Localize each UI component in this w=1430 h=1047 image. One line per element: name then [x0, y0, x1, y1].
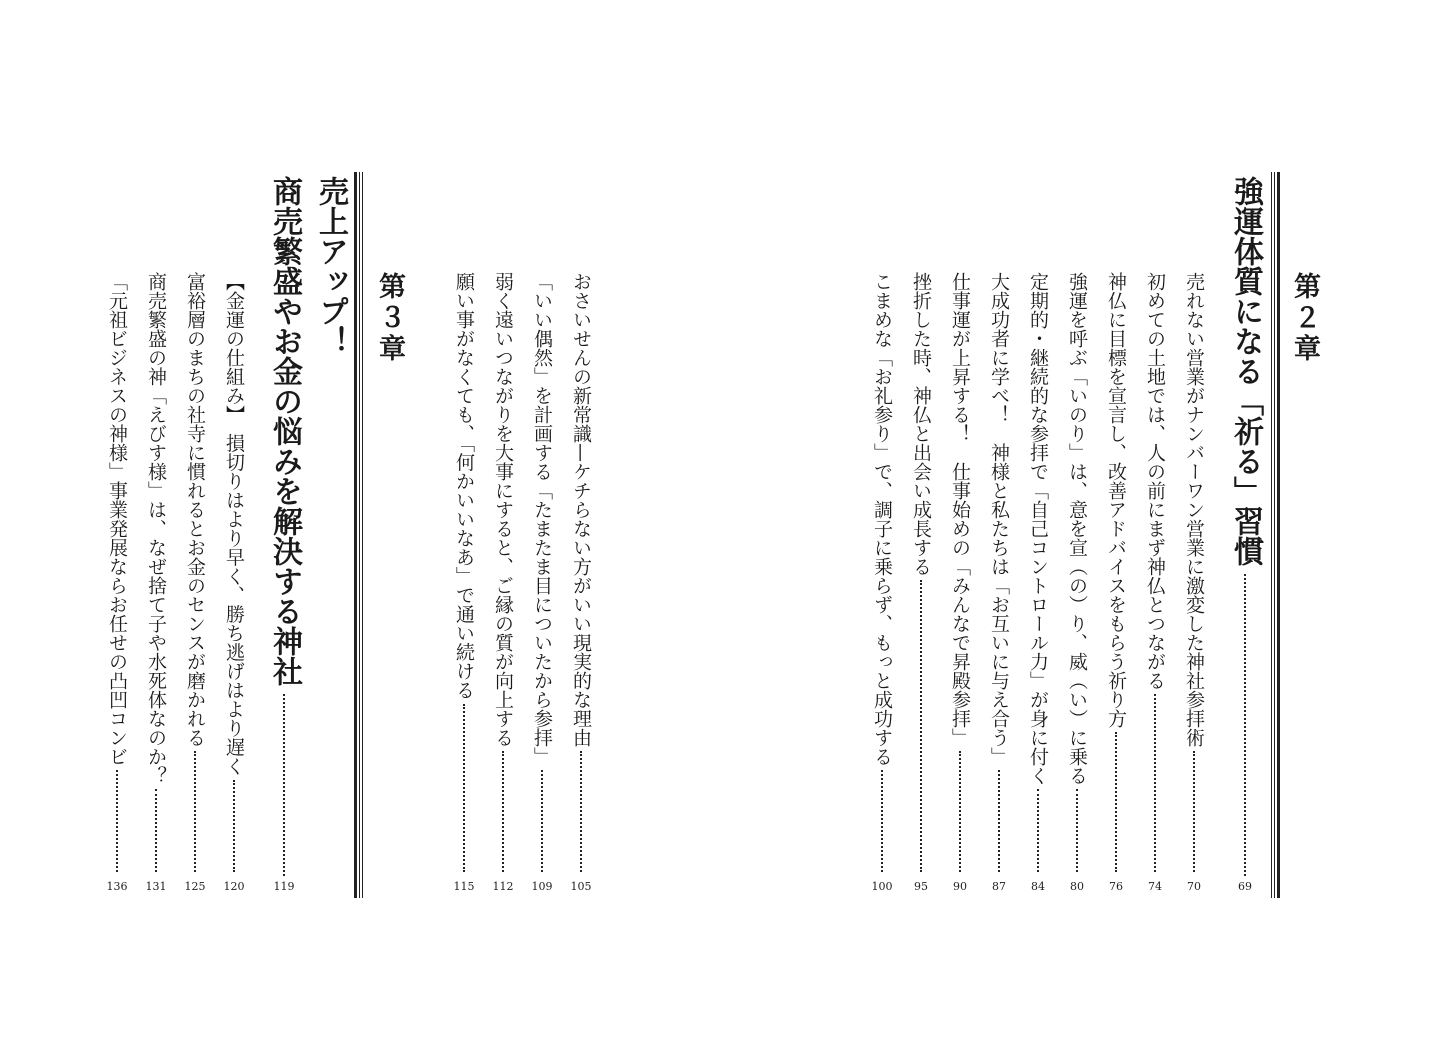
chapter-divider-rule [354, 172, 366, 898]
toc-entry[interactable] [906, 272, 936, 872]
toc-entry[interactable] [566, 272, 596, 872]
toc-entry-title: 挫折した時、神仏と出会い成長する [910, 272, 932, 576]
toc-entry-title: 売れない営業がナンバーワン営業に激変した神社参拝術 [1183, 272, 1205, 747]
leader-dots [1115, 732, 1117, 872]
leader-dots [463, 704, 465, 873]
leader-dots [998, 770, 1000, 872]
toc-entry-page: 125 [184, 880, 206, 893]
chapter-title-line1: 売上アップ！ [313, 176, 348, 356]
chapter-title[interactable] [1225, 176, 1265, 876]
toc-entry-title: おさいせんの新常識—ケチらない方がいい現実的な理由 [570, 272, 592, 747]
toc-entry-title: 定期的・継続的な参拝で「自己コントロール力」が身に付く [1027, 272, 1049, 785]
toc-entry[interactable] [102, 272, 132, 872]
toc-entry-title: 願い事がなくても、「何かいいなあ」で通い続ける [453, 272, 475, 700]
toc-entry-page: 80 [1070, 880, 1084, 893]
toc-entry-title: 強運を呼ぶ「いのり」は、意を宣（の）り、威（い）に乗る [1066, 272, 1088, 785]
toc-entry[interactable] [867, 272, 897, 872]
toc-entry-page: 70 [1187, 880, 1201, 893]
toc-entry-page: 115 [453, 880, 475, 893]
toc-entry[interactable] [945, 272, 975, 872]
toc-entry-title: 富裕層のまちの社寺に慣れるとお金のセンスが磨かれる [184, 272, 206, 747]
chapter-title-page: 69 [1238, 880, 1252, 893]
toc-entry[interactable] [141, 272, 171, 872]
toc-entry-page: 131 [145, 880, 167, 893]
toc-entry-page: 136 [106, 880, 128, 893]
toc-entry-title: 大成功者に学べ！ 神様と私たちは「お互いに与え合う」 [988, 272, 1010, 766]
chapter-title-line2: 商売繁盛やお金の悩みを解決する神社 [267, 176, 302, 686]
chapter-divider-rule [1271, 172, 1283, 898]
right-page [715, 0, 1430, 1047]
toc-entry-page: 95 [914, 880, 928, 893]
toc-entry[interactable] [1140, 272, 1170, 872]
toc-entry[interactable] [1062, 272, 1092, 872]
leader-dots [116, 770, 118, 872]
toc-entry-title: 神仏に目標を宣言し、改善アドバイスをもらう祈り方 [1105, 272, 1127, 728]
toc-entry[interactable] [527, 272, 557, 872]
toc-entry-page: 109 [531, 880, 553, 893]
leader-dots [1193, 751, 1195, 872]
leader-dots [194, 751, 196, 872]
toc-entry-page: 105 [570, 880, 592, 893]
toc-entry-title: 弱く遠いつながりを大事にすると、ご縁の質が向上する [492, 272, 514, 747]
toc-entry-title: 「いい偶然」を計画する「たまたま目についたから参拝」 [531, 272, 553, 766]
leader-dots [502, 751, 504, 872]
toc-entry[interactable] [219, 272, 249, 872]
toc-entry-page: 120 [223, 880, 245, 893]
chapter-title-text: 強運体質になる「祈る」習慣 [1228, 176, 1263, 566]
toc-entry[interactable] [180, 272, 210, 872]
leader-dots [920, 580, 922, 872]
toc-entry-title: 「元祖ビジネスの神様」事業発展ならお任せの凸凹コンビ [106, 272, 128, 766]
chapter-label: 第３章 [374, 272, 405, 365]
toc-entry-title: 仕事運が上昇する！ 仕事始めの「みんなで昇殿参拝」 [949, 272, 971, 747]
leader-dots [1037, 789, 1039, 872]
toc-entry-page: 87 [992, 880, 1006, 893]
toc-entry[interactable] [1101, 272, 1131, 872]
leader-dots [155, 789, 157, 872]
leader-dots [959, 751, 961, 872]
leader-dots [541, 770, 543, 872]
toc-entry[interactable] [449, 272, 479, 872]
leader-dots [1076, 789, 1078, 872]
toc-entry-page: 112 [492, 880, 514, 893]
toc-entry-title: 初めての土地では、人の前にまず神仏とつながる [1144, 272, 1166, 690]
toc-entry[interactable] [1179, 272, 1209, 872]
leader-dots [1154, 694, 1156, 872]
chapter-label: 第２章 [1289, 272, 1320, 365]
chapter-title[interactable] [264, 176, 304, 876]
toc-entry[interactable] [488, 272, 518, 872]
toc-entry[interactable] [1023, 272, 1053, 872]
leader-dots [1244, 574, 1246, 876]
toc-entry-title: 【金運の仕組み】 損切りはより早く、勝ち逃げはより遅く [223, 272, 245, 776]
toc-entry[interactable] [984, 272, 1014, 872]
leader-dots [881, 770, 883, 872]
toc-entry-page: 84 [1031, 880, 1045, 893]
toc-entry-page: 76 [1109, 880, 1123, 893]
chapter-title-page: 119 [273, 880, 295, 893]
toc-entry-title: こまめな「お礼参り」で、調子に乗らず、もっと成功する [871, 272, 893, 766]
toc-entry-page: 100 [871, 880, 893, 893]
leader-dots [283, 694, 285, 876]
leader-dots [580, 751, 582, 872]
toc-entry-page: 74 [1148, 880, 1162, 893]
toc-entry-title: 商売繁盛の神「えびす様」は、なぜ捨て子や水死体なのか？ [145, 272, 167, 785]
leader-dots [233, 780, 235, 873]
toc-entry-page: 90 [953, 880, 967, 893]
